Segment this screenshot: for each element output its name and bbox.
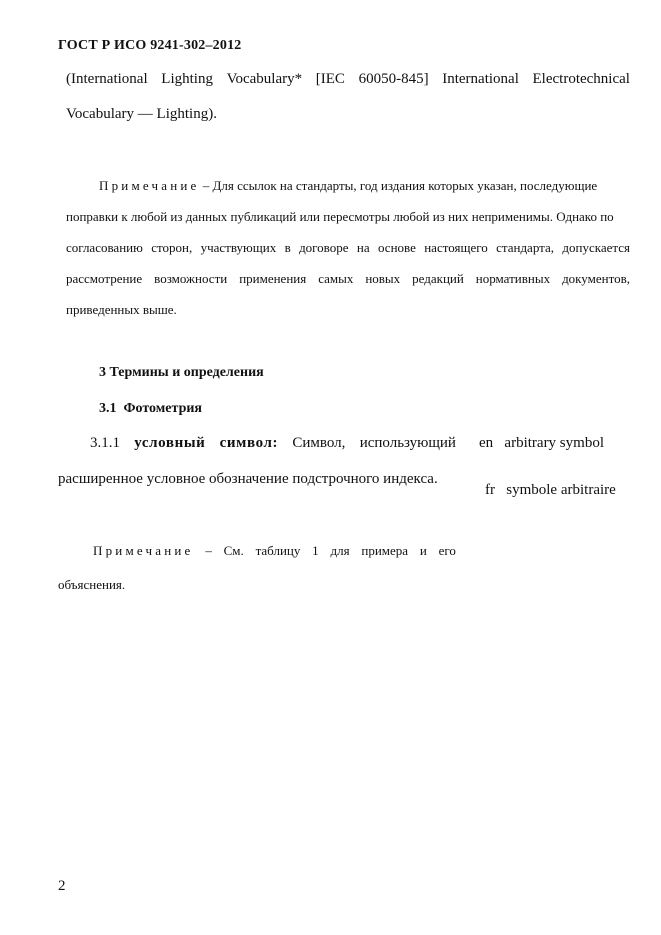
word: для — [330, 543, 350, 558]
note1-line-5: приведенных выше. — [66, 302, 177, 317]
word: Lighting — [161, 71, 213, 87]
term-name-word: условный — [134, 435, 206, 451]
word: 1 — [312, 543, 319, 558]
word: документов, — [562, 271, 630, 286]
subsection-number: 3.1 — [99, 401, 117, 416]
term-definition-word: использующий — [359, 435, 456, 451]
note1-line-1 — [99, 178, 597, 194]
term-fr — [485, 482, 616, 499]
word: редакций — [412, 271, 464, 286]
word: новых — [365, 271, 401, 286]
note2-line-1 — [93, 543, 456, 559]
word: и — [419, 543, 427, 558]
reference-line-1 — [66, 71, 630, 88]
word: основе — [377, 240, 416, 255]
word: (International — [66, 71, 148, 87]
document-header: ГОСТ Р ИСО 9241-302–2012 — [58, 38, 242, 53]
term-definition-line-2: расширенное условное обозначение подстрочного индекса. — [58, 471, 438, 487]
word: в — [284, 240, 291, 255]
word: – — [205, 543, 212, 558]
word: рассмотрение — [66, 271, 143, 286]
word: согласованию — [66, 240, 143, 255]
word: Vocabulary* — [226, 71, 303, 87]
word: настоящего — [424, 240, 488, 255]
note1-line-1-text: – Для ссылок на стандарты, год издания которых указан, последующие — [199, 178, 598, 193]
word: International — [442, 71, 519, 87]
term-en — [479, 435, 604, 452]
word: стандарта, — [496, 240, 555, 255]
term-line-1 — [90, 435, 456, 452]
term-definition-word: Символ, — [292, 435, 346, 451]
note-label: Примечание — [99, 178, 200, 193]
word: [IEC — [315, 71, 345, 87]
word: Electrotechnical — [532, 71, 630, 87]
lang-code-en: en — [479, 435, 494, 451]
lang-code-fr: fr — [485, 482, 495, 498]
word: таблицу — [255, 543, 301, 558]
term-en-text: arbitrary symbol — [504, 435, 604, 451]
word: применения — [239, 271, 307, 286]
word: участвующих — [200, 240, 277, 255]
word: сторон, — [151, 240, 193, 255]
word: 60050-845] — [358, 71, 429, 87]
word: примера — [361, 543, 409, 558]
note1-line-4 — [66, 271, 630, 287]
term-fr-text: symbole arbitraire — [506, 482, 616, 498]
word: См. — [223, 543, 244, 558]
word: возможности — [154, 271, 228, 286]
reference-line-2: Vocabulary — Lighting). — [66, 106, 217, 122]
word: на — [356, 240, 370, 255]
term-number: 3.1.1 — [90, 435, 120, 451]
word: допускается — [562, 240, 630, 255]
word: нормативных — [475, 271, 551, 286]
word: самых — [318, 271, 354, 286]
note-label: Примечание — [93, 543, 194, 558]
section-heading: 3 Термины и определения — [99, 365, 264, 380]
word: договоре — [299, 240, 349, 255]
note1-line-2: поправки к любой из данных публикаций или пересмотры любой из них неприменимы. Однако по — [66, 209, 614, 224]
word: его — [438, 543, 456, 558]
term-name-word: символ: — [219, 435, 279, 451]
subsection-heading — [99, 401, 202, 417]
note1-line-3 — [66, 240, 630, 256]
note2-line-2: объяснения. — [58, 577, 126, 592]
subsection-title: Фотометрия — [123, 401, 202, 416]
page-number: 2 — [58, 878, 66, 894]
